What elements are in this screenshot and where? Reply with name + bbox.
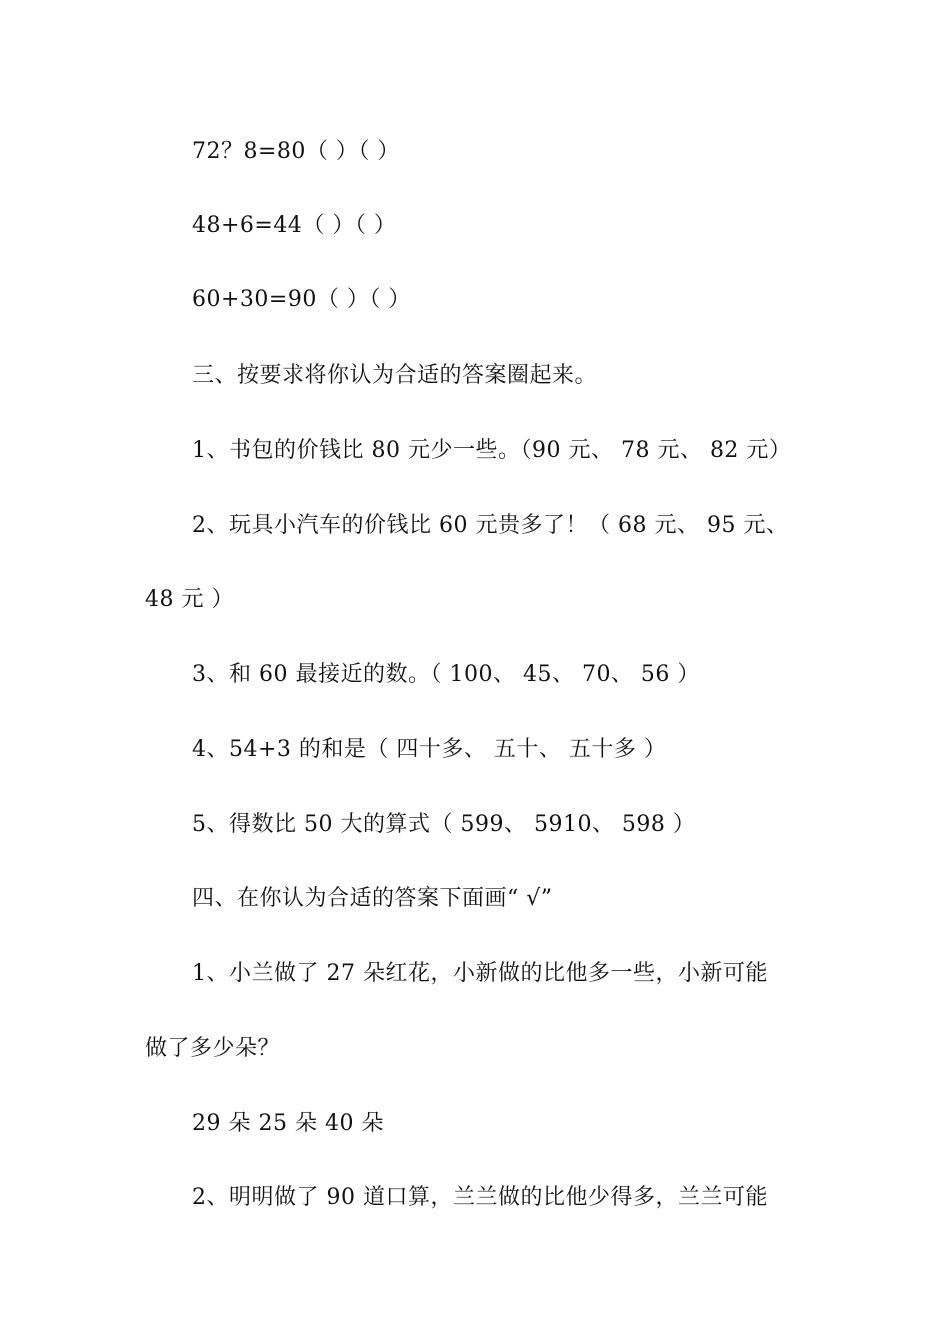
equation-line-1: 72？8=80（ ）（ ）: [192, 139, 400, 164]
question-4-1: 1、小兰做了 27 朵红花，小新做的比他多一些，小新可能: [192, 961, 768, 986]
question-3-3: 3、和 60 最接近的数。（ 100、 45、 70、 56 ）: [192, 662, 700, 687]
question-3-2-continued: 48 元 ）: [145, 587, 234, 612]
question-4-1-options: 29 朵 25 朵 40 朵: [192, 1111, 384, 1136]
section-four-heading: 四、在你认为合适的答案下面画“ √”: [192, 886, 553, 911]
question-3-4: 4、54+3 的和是（ 四十多、 五十、 五十多 ）: [192, 737, 667, 762]
section-three-heading: 三、按要求将你认为合适的答案圈起来。: [192, 363, 598, 388]
question-4-2: 2、明明做了 90 道口算，兰兰做的比他少得多，兰兰可能: [192, 1185, 768, 1210]
question-3-1: 1、书包的价钱比 80 元少一些。（90 元、 78 元、 82 元）: [192, 438, 792, 463]
equation-line-2: 48+6=44（ ）（ ）: [192, 213, 397, 238]
question-3-2: 2、玩具小汽车的价钱比 60 元贵多了！（ 68 元、 95 元、: [192, 513, 789, 538]
question-3-5: 5、得数比 50 大的算式（ 599、 5910、 598 ）: [192, 812, 696, 837]
equation-line-3: 60+30=90（ ）（ ）: [192, 287, 411, 312]
question-4-1-continued: 做了多少朵？: [145, 1036, 281, 1061]
